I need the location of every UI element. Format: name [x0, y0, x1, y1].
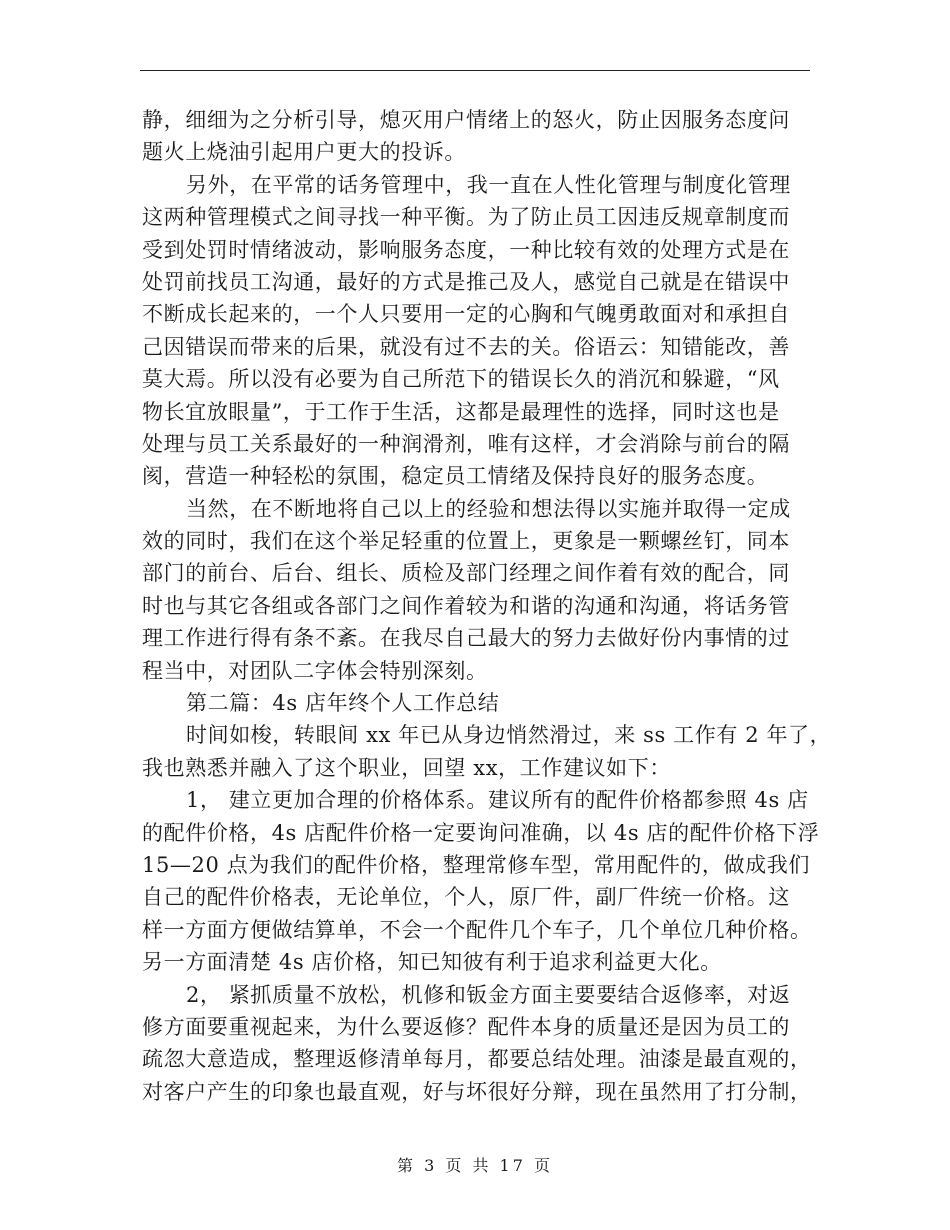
text-line: 另一方面清楚 4s 店价格，知已知彼有利于追求利益更大化。 — [142, 950, 722, 975]
text-line: 15—20 点为我们的配件价格，整理常修车型，常用配件的，做成我们 — [142, 852, 810, 877]
text-line: 当然，在不断地将自己以上的经验和想法得以实施并取得一定成 — [186, 496, 791, 521]
text-line: 这两种管理模式之间寻找一种平衡。为了防止员工因违反规章制度而 — [142, 205, 790, 230]
text-line: 理工作进行得有条不紊。在我尽自己最大的努力去做好份内事情的过 — [142, 626, 790, 651]
text-line: 程当中，对团队二字体会特别深刻。 — [142, 658, 488, 683]
text-line: 莫大焉。所以没有必要为自己所范下的错误长久的消沉和躲避，“风 — [142, 367, 780, 392]
header-rule — [140, 70, 810, 71]
list-item-line: 1， 建立更加合理的价格体系。建议所有的配件价格都参照 4s 店 — [186, 788, 809, 813]
text-line: 物长宜放眼量”，于工作于生活，这都是最理性的选择，同时这也是 — [142, 399, 780, 424]
text-line: 样一方面方便做结算单，不会一个配件几个车子，几个单位几种价格。 — [142, 917, 812, 942]
document-body — [142, 104, 832, 1108]
text-line: 对客户产生的印象也最直观，好与坏很好分辩，现在虽然用了打分制， — [142, 1079, 812, 1104]
text-line: 另外，在平常的话务管理中，我一直在人性化管理与制度化管理 — [186, 172, 791, 197]
text-line: 阂，营造一种轻松的氛围，稳定员工情绪及保持良好的服务态度。 — [142, 464, 769, 489]
text-line: 处理与员工关系最好的一种润滑剂，唯有这样，才会消除与前台的隔 — [142, 431, 790, 456]
text-line: 部门的前台、后台、组长、质检及部门经理之间作着有效的配合，同 — [142, 561, 790, 586]
text-line: 处罚前找员工沟通，最好的方式是推己及人，感觉自己就是在错误中 — [142, 269, 790, 294]
text-line: 己因错误而带来的后果，就没有过不去的关。俗语云：知错能改，善 — [142, 334, 790, 359]
text-line: 效的同时，我们在这个举足轻重的位置上，更象是一颗螺丝钉，同本 — [142, 529, 790, 554]
text-line: 疏忽大意造成，整理返修清单每月，都要总结处理。油漆是最直观的， — [142, 1047, 812, 1072]
page-number: 第 3 页 共 17 页 — [397, 1156, 553, 1175]
text-line: 的配件价格，4s 店配件价格一定要询问准确，以 4s 店的配件价格下浮 — [142, 820, 820, 845]
text-line: 受到处罚时情绪波动，影响服务态度，一种比较有效的处理方式是在 — [142, 237, 790, 262]
text-line: 静，细细为之分析引导，熄灭用户情绪上的怒火，防止因服务态度问 — [142, 108, 790, 132]
text-line: 我也熟悉并融入了这个职业，回望 xx，工作建议如下： — [142, 755, 671, 780]
list-item-line: 2， 紧抓质量不放松，机修和钣金方面主要要结合返修率，对返 — [186, 982, 791, 1007]
text-line: 时也与其它各组或各部门之间作着较为和谐的沟通和沟通，将话务管 — [142, 593, 790, 618]
text-line: 修方面要重视起来，为什么要返修？配件本身的质量还是因为员工的 — [142, 1014, 790, 1039]
text-line: 自己的配件价格表，无论单位，个人，原厂件，副厂件统一价格。这 — [142, 885, 790, 910]
text-line: 时间如梭，转眼间 xx 年已从身边悄然滑过，来 ss 工作有 2 年了， — [186, 723, 832, 748]
text-line: 不断成长起来的，一个人只要用一定的心胸和气魄勇敢面对和承担自 — [142, 302, 790, 327]
text-line: 题火上烧油引起用户更大的投诉。 — [142, 140, 466, 165]
section-heading: 第二篇：4s 店年终个人工作总结 — [186, 691, 500, 716]
